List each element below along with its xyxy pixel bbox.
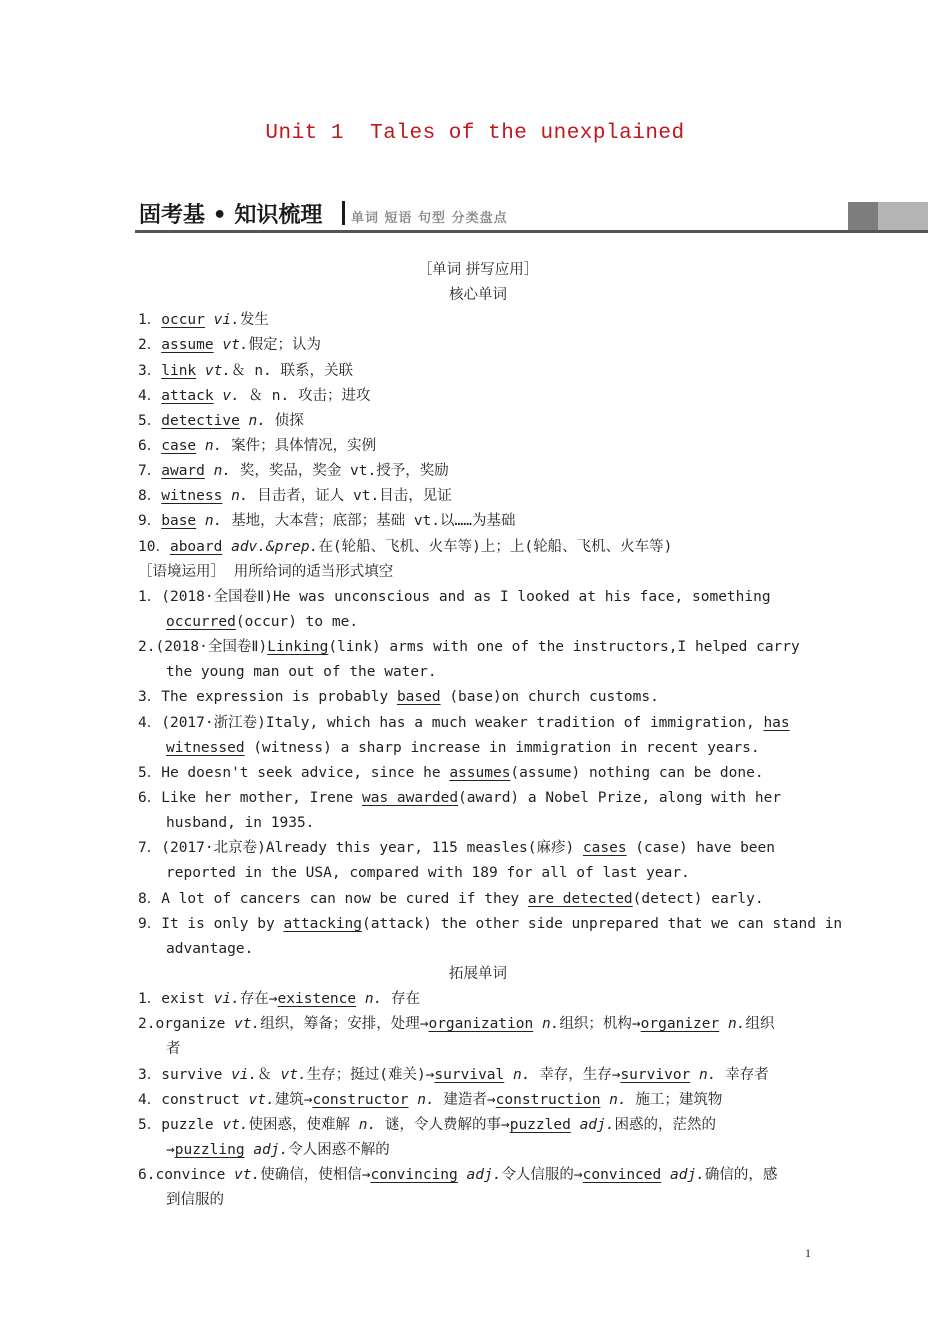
text: [458, 1167, 467, 1183]
answer-word: occur: [161, 312, 205, 329]
exercise-text: (base)on church customs.: [440, 689, 659, 706]
exercise-text: 2.(2018·全国卷Ⅱ): [138, 639, 268, 656]
answer-blank: attacking: [283, 915, 363, 932]
meaning: ＆ n. 联系，关联: [231, 362, 354, 379]
answer-blank: has: [763, 714, 790, 731]
text: [504, 1067, 513, 1083]
exercise-line: [138, 786, 818, 811]
expand-word-item: [138, 1063, 818, 1088]
core-word-item: [138, 384, 818, 409]
part-of-speech: n.: [213, 463, 232, 480]
answer-blank: was awarded: [362, 789, 459, 806]
expand-words-heading: 拓展单词: [449, 965, 507, 982]
text: 确信的，感: [704, 1167, 778, 1184]
exercise-line: [138, 585, 818, 610]
exercise-line: [138, 861, 818, 886]
exercise-line: [138, 736, 818, 761]
answer-word: attack: [161, 387, 214, 404]
text: 建造者→: [434, 1091, 496, 1108]
banner-subheading: 单词 短语 句型 分类盘点: [351, 211, 508, 226]
text: 幸存，生存→: [530, 1066, 621, 1083]
item-number: 2．: [138, 337, 162, 354]
answer-word: survival: [434, 1066, 505, 1083]
text: [356, 991, 365, 1007]
text: [690, 1067, 699, 1083]
core-words-heading: 核心单词: [449, 287, 507, 304]
text: [661, 1167, 670, 1183]
spacer: [196, 438, 205, 454]
answer-word: aboard: [169, 538, 223, 555]
meaning: 目击者，证人 vt.目击，见证: [248, 488, 452, 505]
text: 存在: [382, 991, 421, 1008]
exercise-line: [138, 811, 818, 836]
meaning: 假定；认为: [248, 337, 322, 354]
expand-word-item: [138, 1138, 818, 1163]
answer-blank: assumes: [449, 764, 511, 781]
part-of-speech: n.: [727, 1016, 746, 1033]
answer-blank: Linking: [267, 639, 329, 656]
meaning: ＆ n. 攻击；进攻: [239, 387, 371, 404]
part-of-speech: n.: [231, 488, 249, 505]
answer-word: witness: [161, 488, 223, 505]
text: [600, 1092, 609, 1108]
core-word-item: [138, 409, 818, 434]
part-of-speech: vt.: [204, 362, 232, 379]
spacer: [222, 539, 231, 555]
core-word-item: [138, 333, 818, 358]
exercise-text: 7．(2017·北京卷)Already this year, 115 measles(麻疹): [138, 840, 583, 857]
item-number: 6．: [138, 437, 162, 454]
answer-word: organizer: [640, 1016, 720, 1033]
exercise-text: (detect) early.: [632, 890, 764, 907]
text: 施工；建筑物: [626, 1091, 723, 1108]
exercise-line: [138, 937, 818, 962]
exercise-line: [138, 761, 818, 786]
exercise-line: [138, 887, 818, 912]
part-of-speech: n.: [358, 1116, 377, 1133]
spacer: [196, 513, 205, 529]
exercise-line: [138, 711, 818, 736]
banner-heading: 固考基 • 知识梳理: [139, 203, 323, 228]
meaning: 案件；具体情况，实例: [222, 437, 377, 454]
spacer: [205, 312, 214, 328]
answer-word: detective: [161, 412, 240, 429]
text: 组织；机构→: [559, 1016, 641, 1033]
item-number: 1．: [138, 312, 162, 329]
unit-title: Unit 1 Tales of the unexplained: [265, 122, 685, 145]
exercise-text: 9．It is only by: [138, 915, 284, 932]
expand-word-item: [138, 987, 818, 1012]
exercise-line: [138, 660, 818, 685]
text: ＆: [257, 1066, 281, 1083]
text: 1．exist: [138, 991, 214, 1008]
core-word-item: [138, 535, 818, 560]
core-word-item: [138, 308, 818, 333]
part-of-speech: adj.: [466, 1167, 502, 1184]
text: 2.organize: [138, 1016, 235, 1033]
exercise-line: [138, 610, 818, 635]
expand-word-item: [138, 1037, 818, 1062]
exercise-text: (link) arms with one of the instructors,I helped carry: [328, 639, 800, 656]
answer-word: award: [161, 463, 205, 480]
text: 3．survive: [138, 1066, 232, 1083]
part-of-speech: adj.: [579, 1116, 615, 1133]
text: 组织: [745, 1016, 775, 1033]
answer-word: constructor: [312, 1091, 409, 1108]
exercise-text: (witness) a sharp increase in immigration in recent years.: [244, 739, 760, 756]
part-of-speech: vt.: [234, 1016, 261, 1033]
part-of-speech: vt.: [248, 1091, 275, 1108]
text: 生存；挺过(难关)→: [306, 1066, 435, 1083]
part-of-speech: n.: [248, 412, 267, 429]
core-words-list: [138, 308, 818, 559]
answer-word: assume: [161, 337, 214, 354]
text: 4．construct: [138, 1091, 249, 1108]
exercise-text: 6．Like her mother, Irene: [138, 789, 363, 806]
text: 者: [166, 1041, 181, 1058]
part-of-speech: n.: [204, 437, 223, 454]
exercise-text: 1．(2018·全国卷Ⅱ)He was unconscious and as I looked at his face, something: [138, 588, 771, 605]
exercise-text: (attack) the other side unprepared that we can stand in: [362, 915, 843, 932]
text: 谜，令人费解的事→: [376, 1116, 510, 1133]
part-of-speech: vt.: [234, 1167, 261, 1184]
part-of-speech: vi.: [231, 1066, 258, 1083]
banner-divider: [342, 201, 345, 225]
spacer: [240, 413, 249, 429]
item-number: 5．: [138, 412, 162, 429]
answer-blank: witnessed: [166, 739, 245, 756]
part-of-speech: n.: [699, 1066, 717, 1083]
exercise-line: [138, 912, 843, 937]
exercise-text: 4．(2017·浙江卷)Italy, which has a much weaker tradition of immigration,: [138, 714, 764, 731]
spacer: [222, 488, 231, 504]
part-of-speech: n.: [364, 991, 383, 1008]
banner-dark-block: [848, 202, 878, 230]
worksheet-body: [138, 258, 843, 1213]
answer-word: construction: [495, 1091, 601, 1108]
page-number: 1: [805, 1246, 811, 1260]
exercise-line: [138, 836, 818, 861]
part-of-speech: adv.&prep.: [231, 538, 319, 555]
answer-word: puzzled: [509, 1116, 571, 1133]
core-word-item: [138, 509, 818, 534]
answer-blank: are detected: [527, 890, 633, 907]
text: 使困惑，使难解: [248, 1116, 359, 1133]
answer-word: convincing: [370, 1167, 458, 1184]
text: [571, 1117, 580, 1133]
exercise-line: [138, 685, 818, 710]
core-word-item: [138, 484, 818, 509]
exercise-text: 3．The expression is probably: [138, 689, 397, 706]
spacer: [196, 363, 205, 379]
text: 6.convince: [138, 1167, 235, 1184]
meaning: 基地，大本营；底部；基础 vt.以……为基础: [222, 513, 516, 530]
meaning: 奖，奖品，奖金 vt.授予，奖励: [231, 463, 449, 480]
exercise-text: 5．He doesn't seek advice, since he: [138, 764, 450, 781]
exercise-text: husband, in 1935.: [166, 815, 315, 832]
answer-word: case: [161, 437, 197, 454]
text: [409, 1092, 418, 1108]
part-of-speech: n.: [609, 1091, 627, 1108]
item-number: 10．: [138, 538, 170, 555]
item-number: 9．: [138, 513, 162, 530]
exercise-text: reported in the USA, compared with 189 for all of last year.: [166, 865, 690, 882]
text: 使确信，使相信→: [260, 1167, 371, 1184]
part-of-speech: vt.: [280, 1066, 307, 1083]
text: 存在→: [239, 991, 278, 1008]
core-word-item: [138, 359, 818, 384]
item-number: 3．: [138, 362, 162, 379]
context-exercises: [138, 585, 843, 962]
expand-words-list: [138, 987, 818, 1213]
core-word-item: [138, 459, 818, 484]
item-number: 7．: [138, 463, 162, 480]
item-number: 4．: [138, 387, 162, 404]
section-banner: [135, 196, 928, 234]
meaning: 发生: [239, 312, 269, 329]
part-of-speech: n.: [541, 1016, 560, 1033]
part-of-speech: n.: [204, 513, 223, 530]
part-of-speech: n.: [513, 1066, 531, 1083]
part-of-speech: vt.: [222, 1116, 249, 1133]
answer-word: organization: [428, 1016, 534, 1033]
exercise-line: [138, 635, 818, 660]
text: 建筑→: [274, 1091, 313, 1108]
expand-word-item: [138, 1188, 818, 1213]
exercise-text: 8．A lot of cancers can now be cured if they: [138, 890, 528, 907]
text: [245, 1142, 254, 1158]
exercise-text: (award) a Nobel Prize, along with her: [458, 789, 782, 806]
answer-blank: occurred: [166, 613, 236, 630]
expand-word-item: [138, 1088, 818, 1113]
expand-word-item: [138, 1163, 818, 1188]
part-of-speech: adj.: [669, 1167, 705, 1184]
banner-underline: [135, 230, 928, 233]
exercise-text: (assume) nothing can be done.: [510, 764, 764, 781]
text: 令人信服的→: [501, 1167, 583, 1184]
part-of-speech: vi.: [213, 991, 240, 1008]
text: 到信服的: [166, 1192, 224, 1209]
answer-word: base: [161, 513, 197, 530]
exercise-text: (case) have been: [626, 840, 775, 857]
expand-word-item: [138, 1113, 818, 1138]
answer-word: survivor: [620, 1066, 691, 1083]
part-of-speech: n.: [417, 1091, 435, 1108]
text: 幸存者: [716, 1066, 769, 1083]
exercise-text: the young man out of the water.: [166, 664, 437, 681]
text: 5．puzzle: [138, 1116, 223, 1133]
part-of-speech: adj.: [253, 1141, 289, 1158]
answer-word: existence: [277, 991, 357, 1008]
meaning: 侦探: [266, 412, 304, 429]
core-word-item: [138, 434, 818, 459]
text: 令人困惑不解的: [288, 1141, 390, 1158]
text: [719, 1016, 728, 1032]
part-of-speech: v.: [222, 387, 240, 404]
meaning: 在(轮船、飞机、火车等)上；上(轮船、飞机、火车等): [318, 538, 673, 555]
answer-word: link: [161, 362, 197, 379]
exercise-text: (occur) to me.: [235, 613, 359, 630]
banner-light-block: [878, 202, 928, 230]
part-of-speech: vt.: [222, 337, 249, 354]
answer-blank: based: [396, 689, 441, 706]
text: [533, 1016, 542, 1032]
answer-word: convinced: [582, 1167, 662, 1184]
spacer: [205, 463, 214, 479]
text: →: [166, 1141, 175, 1158]
item-number: 8．: [138, 488, 162, 505]
section-heading-words: ［单词 拼写应用］: [417, 262, 539, 278]
context-heading: ［语境运用］ 用所给词的适当形式填空: [138, 563, 394, 580]
text: 困惑的，茫然的: [614, 1116, 716, 1133]
part-of-speech: vi.: [213, 312, 240, 329]
answer-blank: cases: [582, 840, 627, 857]
exercise-text: advantage.: [166, 940, 254, 957]
expand-word-item: [138, 1012, 818, 1037]
text: 组织，筹备；安排，处理→: [260, 1016, 429, 1033]
answer-word: puzzling: [174, 1141, 245, 1158]
